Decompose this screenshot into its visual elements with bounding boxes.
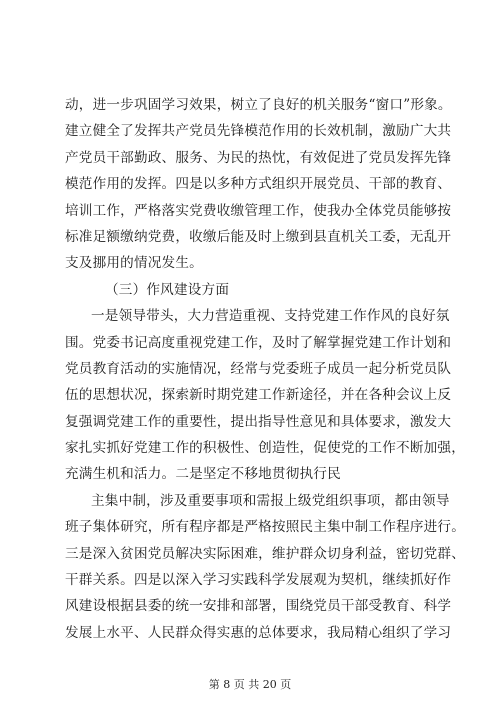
- text-line: 一是领导带头，大力营造重视、支持党建工作作风的良好氛: [91, 308, 450, 325]
- text-line: 围。党委书记高度重视党建工作，及时了解掌握党建工作计划和: [65, 334, 452, 351]
- text-line: 伍的思想状况，探索新时期党建工作新途径，并在各种会议上反: [65, 387, 452, 404]
- text-line: 家扎实抓好党建工作的积极性、创造性，促使党的工作不断加强，: [65, 440, 466, 457]
- text-line: 培训工作，严格落实党费收缴管理工作，使我办全体党员能够按: [65, 202, 452, 219]
- text-line: 标准足额缴纳党费，收缴后能及时上缴到县直机关工委，无乱开: [65, 228, 452, 245]
- text-line: 建立健全了发挥共产党员先锋模范作用的长效机制，激励广大共: [65, 123, 452, 140]
- text-line: 风建设根据县委的统一安排和部署，围绕党员干部受教育、科学: [65, 598, 452, 615]
- text-line: 模范作用的发挥。四是以多种方式组织开展党员、干部的教育、: [65, 176, 452, 193]
- text-line: 干群关系。四是以深入学习实践科学发展观为契机，继续抓好作: [65, 572, 452, 589]
- text-line: 支及挪用的情况发生。: [65, 255, 203, 272]
- text-line: 党员教育活动的实施情况，经常与党委班子成员一起分析党员队: [65, 360, 452, 377]
- text-line: 三是深入贫困党员解决实际困难，维护群众切身利益，密切党群、: [65, 545, 466, 562]
- text-line: 主集中制，涉及重要事项和需报上级党组织事项，都由领导: [91, 492, 450, 509]
- text-line: 动，进一步巩固学习效果，树立了良好的机关服务“窗口”形象。: [65, 97, 452, 113]
- text-line: 复强调党建工作的重要性，提出指导性意见和具体要求，激发大: [65, 413, 452, 430]
- section-heading: （三）作风建设方面: [105, 281, 230, 298]
- text-line: 产党员干部勤政、服务、为民的热忱，有效促进了党员发挥先锋: [65, 149, 452, 166]
- text-line: 发展上水平、人民群众得实惠的总体要求，我局精心组织了学习: [65, 624, 452, 641]
- text-line: 班子集体研究，所有程序都是严格按照民主集中制工作程序进行。: [65, 519, 466, 536]
- page-number-footer: 第 8 页 共 20 页: [208, 678, 292, 691]
- body-text: [65, 92, 466, 646]
- text-line: 充满生机和活力。二是坚定不移地贯彻执行民: [65, 466, 341, 483]
